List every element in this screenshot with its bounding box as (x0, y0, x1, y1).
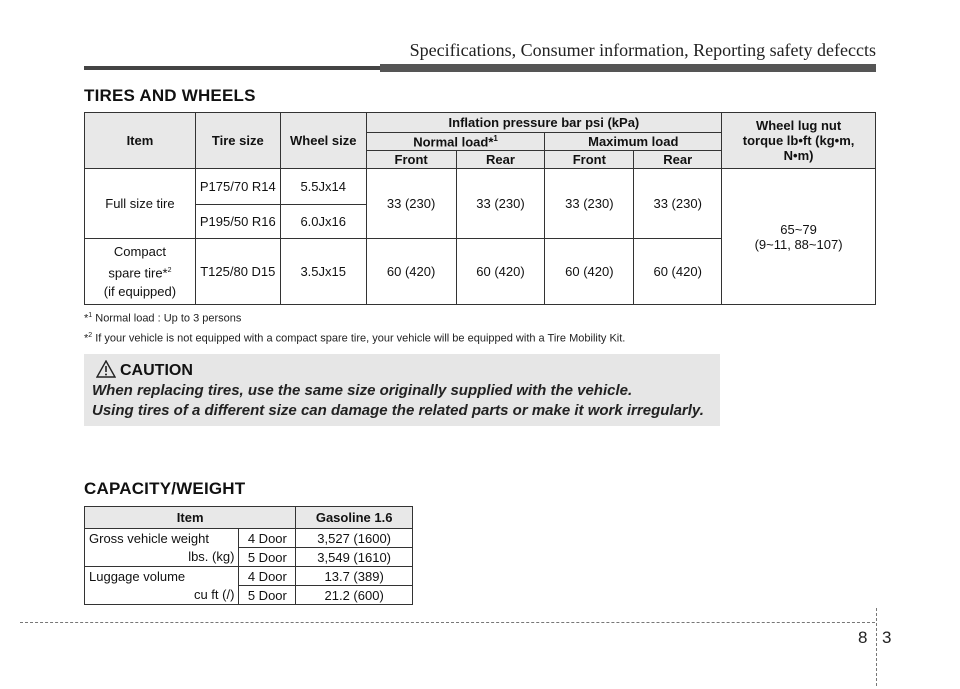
tires-wheels-heading: TIRES AND WHEELS (84, 86, 256, 105)
col-item-header: Item (85, 113, 196, 169)
table-cell: 5.5Jx14 (280, 169, 366, 205)
table-cell: 3,527 (1600) (296, 529, 413, 548)
footnote-1: *$^1$ Normal load : Up to 3 persons (84, 312, 242, 325)
footnote-2: *$^2$ If your vehicle is not equipped with a compact spare tire, your vehicle will be equipped with a Tire Mobility Kit. (84, 332, 626, 345)
table-cell: 5 Door (239, 548, 296, 567)
table-cell: 4 Door (239, 567, 296, 586)
table-cell: 3,549 (1610) (296, 548, 413, 567)
col-torque-header: Wheel lug nut torque lb•ft (kg•m, N•m) (722, 113, 876, 169)
full-size-tire-label: Full size tire (85, 169, 196, 239)
capacity-weight-table (84, 506, 413, 605)
caution-title: CAUTION (120, 362, 193, 379)
torque-value-cell: 65~79 (9~11, 88~107) (722, 169, 876, 305)
table-cell: 33 (230) (456, 169, 545, 239)
table-cell: 5 Door (239, 586, 296, 605)
page-header-title: Specifications, Consumer information, Reporting safety defeccts (409, 40, 876, 60)
table-cell: 60 (420) (366, 239, 456, 305)
col-normal-load-header: Normal load*$^1$ (366, 133, 545, 151)
luggage-volume-label: Luggage volume cu ft (/) (85, 567, 239, 605)
col-normal-front-header: Front (366, 151, 456, 169)
gross-weight-label: Gross vehicle weight lbs. (kg) (85, 529, 239, 567)
col-normal-rear-header: Rear (456, 151, 545, 169)
footer-rule (20, 622, 875, 623)
table-cell: P175/70 R14 (195, 169, 280, 205)
table-cell: T125/80 D15 (195, 239, 280, 305)
warning-triangle-icon (96, 360, 116, 383)
table-cell: 33 (230) (634, 169, 722, 239)
capacity-col-engine-header: Gasoline 1.6 (296, 507, 413, 529)
footer-divider (876, 608, 877, 686)
capacity-weight-heading: CAPACITY/WEIGHT (84, 479, 246, 498)
col-wheel-size-header: Wheel size (280, 113, 366, 169)
table-cell: P195/50 R16 (195, 205, 280, 239)
col-tire-size-header: Tire size (195, 113, 280, 169)
page-number: 3 (882, 628, 892, 647)
caution-text-line-1: When replacing tires, use the same size originally supplied with the vehicle. (92, 382, 633, 399)
table-cell: 60 (420) (456, 239, 545, 305)
table-cell: 33 (230) (366, 169, 456, 239)
table-cell: 21.2 (600) (296, 586, 413, 605)
table-cell: 4 Door (239, 529, 296, 548)
table-cell: 60 (420) (545, 239, 634, 305)
header-rule-accent (380, 64, 876, 72)
table-cell: 13.7 (389) (296, 567, 413, 586)
col-max-rear-header: Rear (634, 151, 722, 169)
caution-text-line-2: Using tires of a different size can damage the related parts or make it work irregularly. (92, 402, 704, 419)
caution-box (84, 354, 720, 426)
table-cell: 3.5Jx15 (280, 239, 366, 305)
col-max-load-header: Maximum load (545, 133, 722, 151)
table-cell: 6.0Jx16 (280, 205, 366, 239)
table-cell: 60 (420) (634, 239, 722, 305)
chapter-number: 8 (858, 628, 868, 647)
capacity-col-item-header: Item (85, 507, 296, 529)
compact-spare-label: Compact spare tire*$^2$ (if equipped) (85, 239, 196, 305)
col-inflation-header: Inflation pressure bar psi (kPa) (366, 113, 721, 133)
col-max-front-header: Front (545, 151, 634, 169)
tires-wheels-table (84, 112, 876, 305)
table-cell: 33 (230) (545, 169, 634, 239)
